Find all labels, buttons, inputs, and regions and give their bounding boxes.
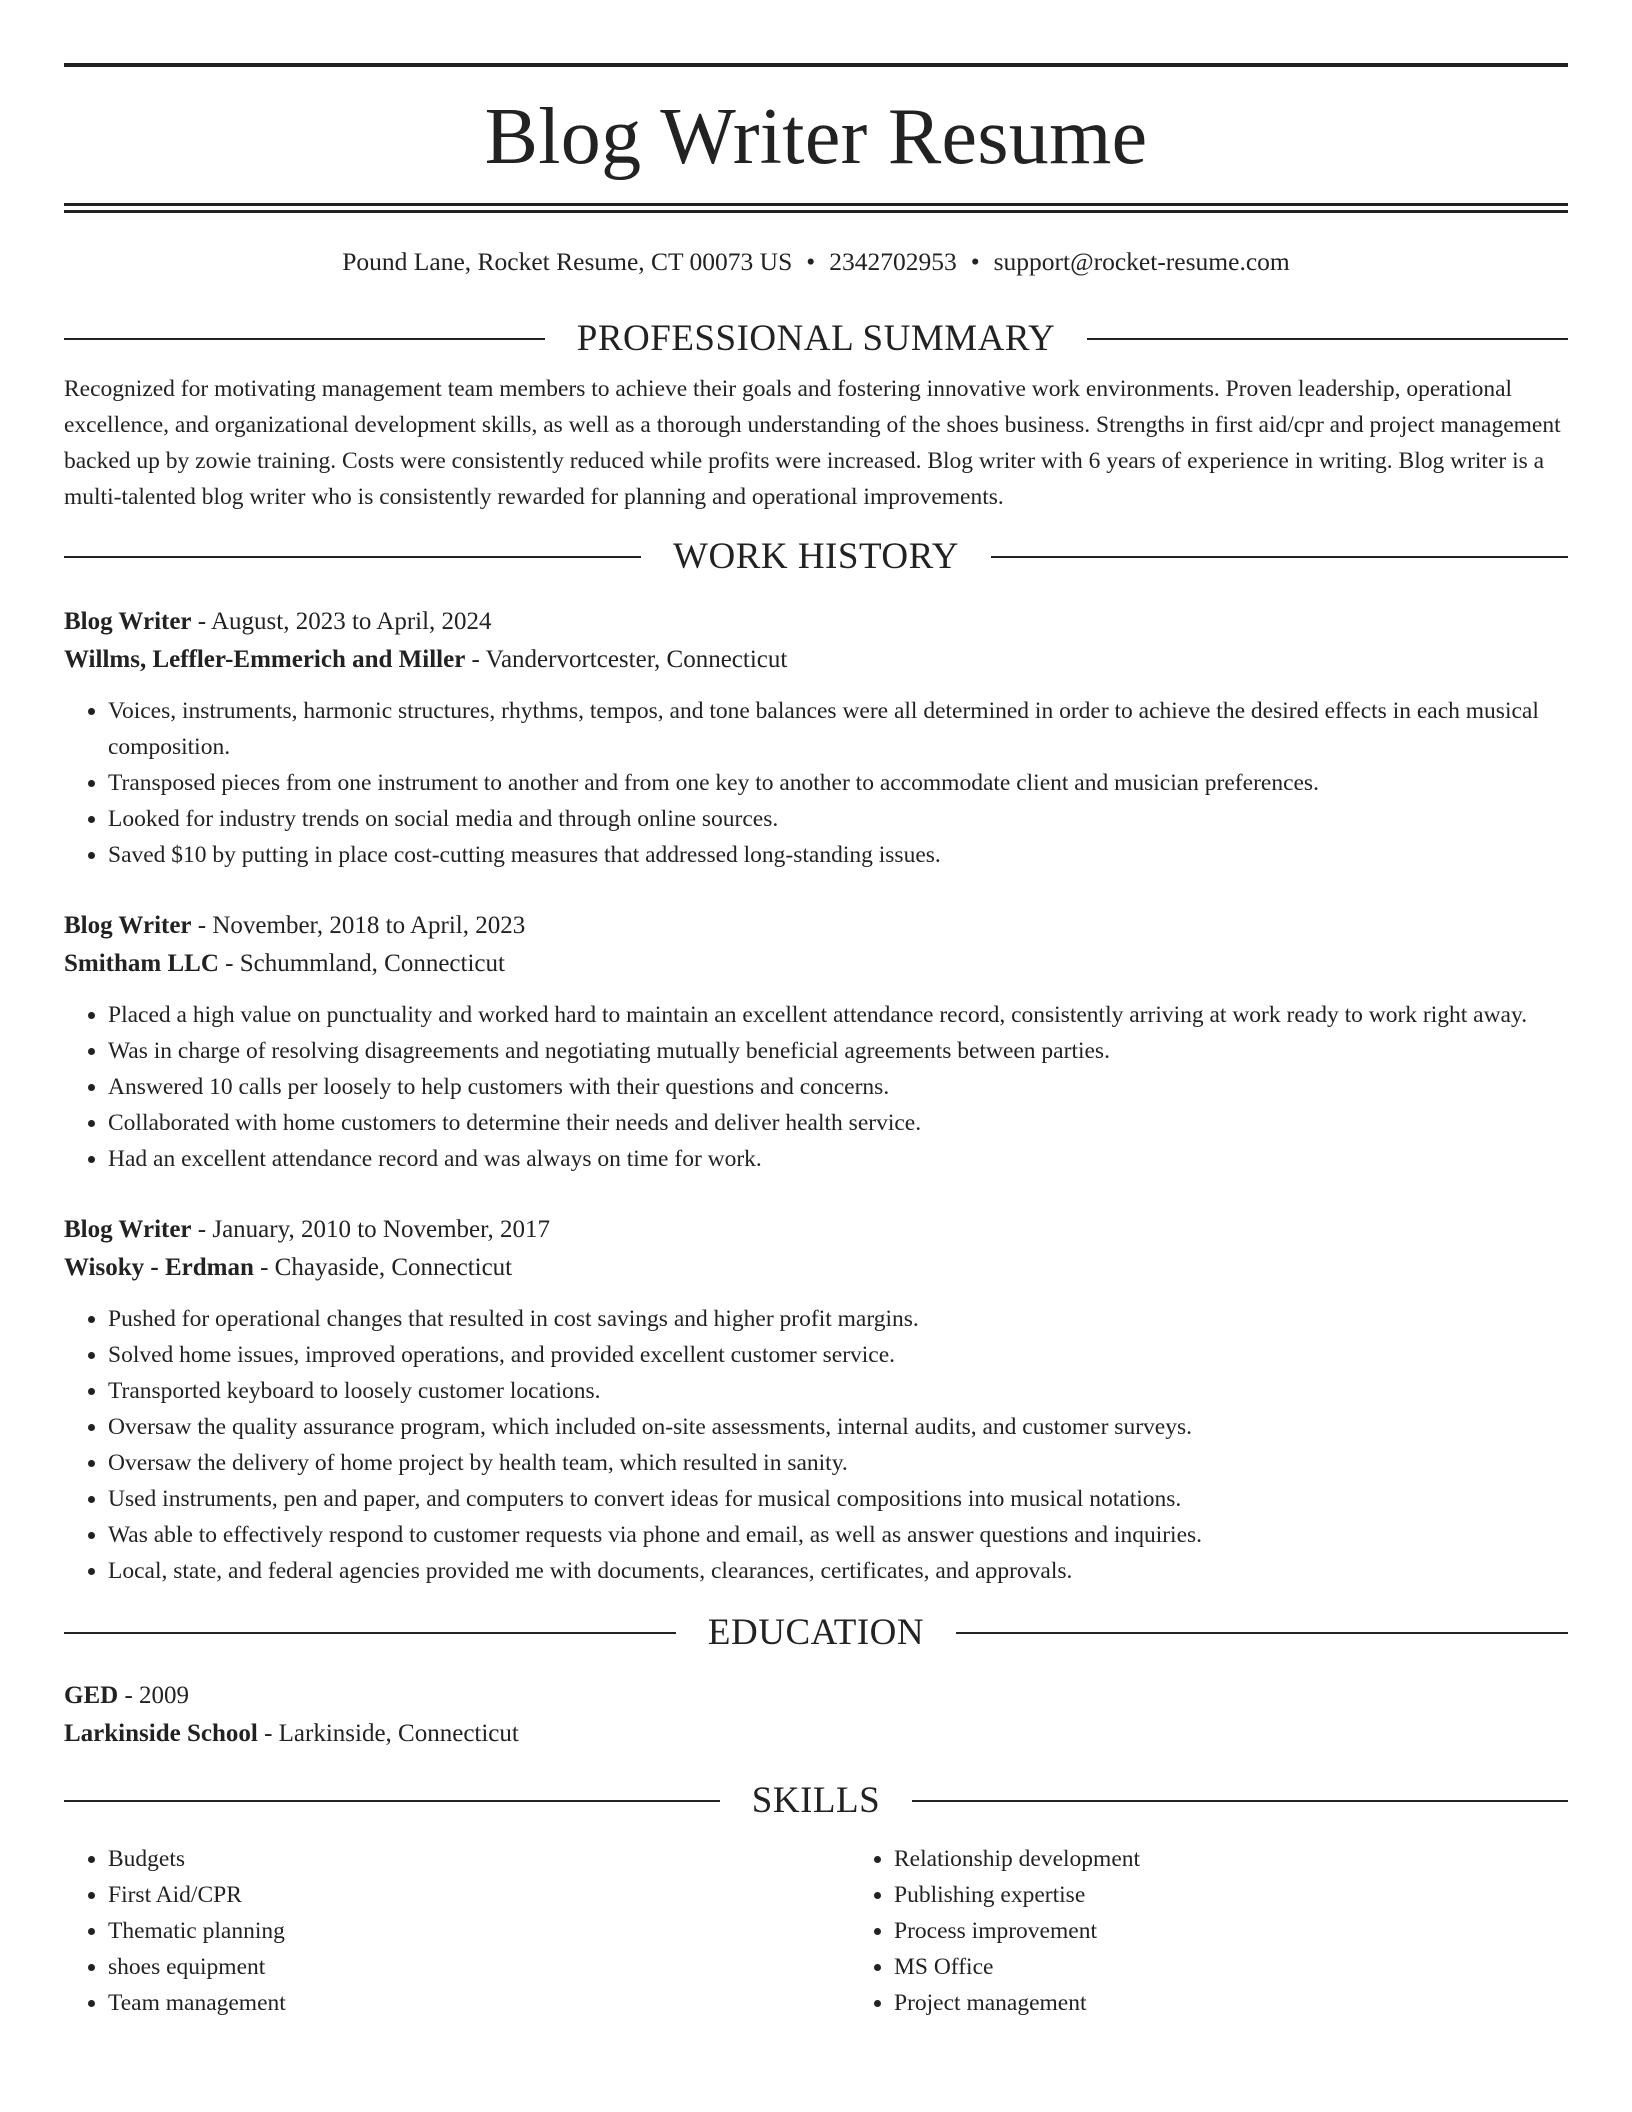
skill-item: • Process improvement [894,1913,1568,1949]
job-title: Blog Writer [64,1216,192,1243]
contact-separator: • [806,247,816,276]
job-bullet: • Saved $10 by putting in place cost-cutting measures that addressed long-standing issues. [108,837,1568,873]
heading-rule-right [912,1800,1568,1802]
skill-item: • Budgets [108,1841,850,1877]
education-degree: GED [64,1682,119,1709]
job-entry [64,1211,1568,1589]
job-bullets [64,997,1568,1177]
heading-rule-left [64,1632,676,1634]
education-school: Larkinside School [64,1720,258,1747]
skills-list-left [64,1841,850,2021]
skill-item: • Thematic planning [108,1913,850,1949]
contact-separator: • [970,247,980,276]
education-location: - Larkinside, Connecticut [257,1720,519,1747]
education-degree-line [64,1677,1568,1715]
skill-item: • Relationship development [894,1841,1568,1877]
heading-rule-right [1087,338,1568,340]
job-entry [64,603,1568,873]
job-title-line [64,1211,1568,1249]
skills-columns [64,1841,1568,2021]
job-location: - Chayaside, Connecticut [253,1254,513,1281]
contact-email: support@rocket-resume.com [993,247,1290,276]
skills-list-right [850,1841,1568,2021]
section-heading-summary [64,317,1568,361]
job-title: Blog Writer [64,912,192,939]
skill-item: • Team management [108,1985,850,2021]
job-location: - Vandervortcester, Connecticut [465,646,788,673]
job-bullets [64,1301,1568,1589]
skill-item: • Publishing expertise [894,1877,1568,1913]
resume-title: Blog Writer Resume [484,93,1148,181]
job-bullet: • Oversaw the delivery of home project by health team, which resulted in sanity. [108,1445,1568,1481]
job-company-line [64,641,1568,679]
job-bullet: • Placed a high value on punctuality and worked hard to maintain an excellent attendance record, consistently arriving at work ready to work right away. [108,997,1568,1033]
job-bullet: • Oversaw the quality assurance program, which included on-site assessments, internal audits, and customer surveys. [108,1409,1568,1445]
job-bullet: • Transported keyboard to loosely customer locations. [108,1373,1568,1409]
skill-item: • First Aid/CPR [108,1877,850,1913]
section-heading-skills [64,1779,1568,1823]
job-bullet: • Transposed pieces from one instrument to another and from one key to another to accommodate client and musician preferences. [108,765,1568,801]
contact-line [64,247,1568,277]
job-bullet: • Was in charge of resolving disagreements and negotiating mutually beneficial agreements between parties. [108,1033,1568,1069]
contact-address: Pound Lane, Rocket Resume, CT 00073 US [342,247,793,276]
job-bullet: • Solved home issues, improved operations, and provided excellent customer service. [108,1337,1568,1373]
job-company-line [64,945,1568,983]
section-title: PROFESSIONAL SUMMARY [576,318,1056,359]
job-company: Wisoky - Erdman [64,1254,254,1281]
job-entry [64,907,1568,1177]
education-year: - 2009 [118,1682,190,1709]
job-bullet: • Collaborated with home customers to determine their needs and deliver health service. [108,1105,1568,1141]
job-company: Willms, Leffler-Emmerich and Miller [64,646,466,673]
skill-item: • shoes equipment [108,1949,850,1985]
section-heading-work-history [64,535,1568,579]
heading-rule-right [956,1632,1568,1634]
job-company-line [64,1249,1568,1287]
education-entry [64,1677,1568,1753]
job-title: Blog Writer [64,608,192,635]
job-bullet: • Used instruments, pen and paper, and computers to convert ideas for musical compositions into musical notations. [108,1481,1568,1517]
contact-phone: 2342702953 [829,247,957,276]
job-bullet: • Was able to effectively respond to customer requests via phone and email, as well as answer questions and inquiries. [108,1517,1568,1553]
top-rule [64,63,1568,67]
section-title: EDUCATION [707,1612,925,1653]
heading-rule-left [64,338,545,340]
job-dates: - August, 2023 to April, 2024 [191,608,492,635]
job-bullet: • Had an excellent attendance record and was always on time for work. [108,1141,1568,1177]
job-title-line [64,907,1568,945]
title-double-rule [64,203,1568,213]
job-bullets [64,693,1568,873]
section-title: WORK HISTORY [673,536,959,577]
job-title-line [64,603,1568,641]
job-bullet: • Pushed for operational changes that resulted in cost savings and higher profit margins. [108,1301,1568,1337]
heading-rule-left [64,1800,720,1802]
job-bullet: • Looked for industry trends on social media and through online sources. [108,801,1568,837]
section-title: SKILLS [751,1780,881,1821]
summary-text: Recognized for motivating management team members to achieve their goals and fostering innovative work environments. Proven leadership, operational excellence, and organizational development skills, as well as a thorough understanding of the shoes business. Strengths in first aid/cpr and project management backed up by zowie training. Costs were consistently reduced while profits were increased. Blog writer with 6 years of experience in writing. Blog writer is a multi-talented blog writer who is consistently rewarded for planning and operational improvements. [64,376,1561,510]
job-dates: - November, 2018 to April, 2023 [191,912,526,939]
job-company: Smitham LLC [64,950,219,977]
education-school-line [64,1715,1568,1753]
skill-item: • Project management [894,1985,1568,2021]
job-dates: - January, 2010 to November, 2017 [191,1216,550,1243]
section-heading-education [64,1611,1568,1655]
skill-item: • MS Office [894,1949,1568,1985]
job-bullet: • Answered 10 calls per loosely to help customers with their questions and concerns. [108,1069,1568,1105]
heading-rule-left [64,556,641,558]
job-bullet: • Voices, instruments, harmonic structures, rhythms, tempos, and tone balances were all determined in order to achieve the desired effects in each musical composition. [108,693,1568,765]
job-location: - Schummland, Connecticut [218,950,505,977]
heading-rule-right [991,556,1568,558]
job-bullet: • Local, state, and federal agencies provided me with documents, clearances, certificates, and approvals. [108,1553,1568,1589]
work-history-list [64,603,1568,1589]
